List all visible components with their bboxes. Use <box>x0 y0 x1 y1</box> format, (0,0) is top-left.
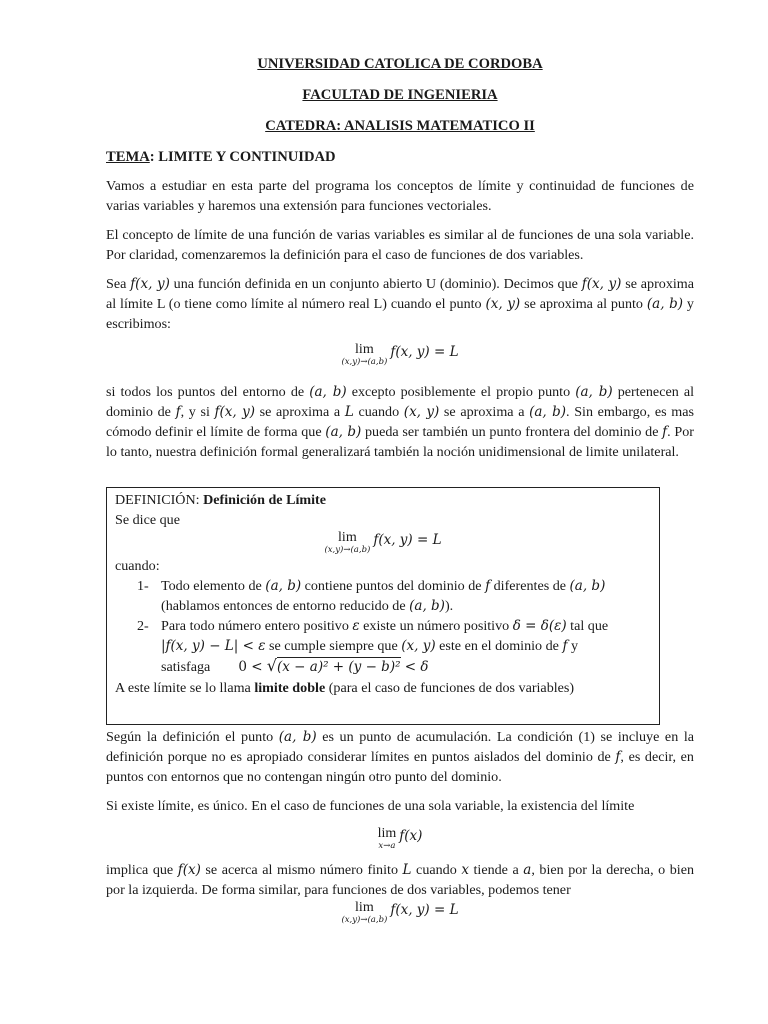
uniqueness-paragraph: Si existe límite, es único. En el caso de funciones de una sola variable, la existencia del límite <box>106 798 635 814</box>
topic-heading <box>106 147 694 167</box>
math-ab: (a, b) <box>646 296 684 312</box>
accumulation-point-paragraph: Según la definición el punto (a, b) es un punto de acumulación. La condición (1) se incluye en la definición porque no es apropiado considerar límites en puntos aislados del dominio de f, es decir, en puntos con entornos que no contengan ningún otro punto del dominio. <box>106 729 694 785</box>
definition-intro: Se dice que <box>115 512 180 528</box>
definition-heading: DEFINICIÓN: Definición de Límite <box>115 492 327 508</box>
sqrt-symbol: √ <box>266 656 277 675</box>
limit-doble-term: limite doble <box>254 680 326 696</box>
intro-paragraph-2: El concepto de límite de una función de varias variables es similar al de funciones de una sola variable. Por claridad, comenzaremos la definición para el caso de funciones de dos variables. <box>106 227 694 263</box>
topic-label: TEMA <box>106 149 150 165</box>
topic-value: : LIMITE Y CONTINUIDAD <box>149 149 336 165</box>
math-xy: (x, y) <box>485 296 521 312</box>
limit-equation-2: lim x→a f(x) <box>377 826 423 851</box>
definition-closing: A este límite se lo llama limite doble (para el caso de funciones de dos variables) <box>115 680 575 696</box>
definition-item-2: 2- Para todo número entero positivo ε existe un número positivo δ = δ(ε) tal que <box>137 618 609 634</box>
definition-when: cuando: <box>115 558 160 574</box>
definition-equation: lim (x,y)→(a,b) f(x, y) = L <box>324 530 442 555</box>
post-definition-section <box>106 727 694 928</box>
definition-box <box>106 487 660 725</box>
chair-title: CATEDRA: ANALISIS MATEMATICO II <box>265 118 535 134</box>
limit-equation-1 <box>106 342 694 372</box>
definition-item-1-line-2: (hablamos entonces de entorno reducido de (a, b)). <box>161 598 454 614</box>
math-fxy: f(x, y) <box>130 276 170 292</box>
intro-paragraph-1: Vamos a estudiar en esta parte del programa los conceptos de límite y continuidad de funciones de varias variables y haremos una extensión para funciones vectoriales. <box>106 178 694 214</box>
university-title: UNIVERSIDAD CATOLICA DE CORDOBA <box>257 56 543 72</box>
limit-equation-3: lim (x,y)→(a,b) f(x, y) = L <box>341 900 459 925</box>
limit-explanation-paragraph: si todos los puntos del entorno de (a, b) excepto posiblemente el propio punto (a, b) pertenecen al dominio de f, y si f(x, y) se aproxima a L cuando (x, y) se aproxima a (a, b). Sin embargo, es mas cómodo definir el límite de forma que (a, b) pueda ser también un punto frontera del dominio de f. Por lo tanto, nuestra definición formal generalizará también la noción unidimensional de limite unilateral. <box>106 384 695 460</box>
sqrt-radicand: (x − a)² + (y − b)² <box>277 659 401 675</box>
limit-expression: f(x, y) = L <box>390 344 459 360</box>
definition-item-2-line-3: satisfaga 0 < √(x − a)² + (y − b)² < δ <box>161 656 429 675</box>
definition-title: Definición de Límite <box>203 492 327 508</box>
lim-subscript: (x,y)→(a,b) <box>341 357 388 367</box>
faculty-title: FACULTAD DE INGENIERIA <box>302 87 498 103</box>
math-fxy: f(x, y) <box>581 276 622 292</box>
definition-item-1: 1- Todo elemento de (a, b) contiene puntos del dominio de f diferentes de (a, b) <box>137 578 606 594</box>
definition-item-2-line-2: |f(x, y) − L| < ε se cumple siempre que (x, y) este en el dominio de f y <box>161 638 579 654</box>
document-page <box>106 54 694 462</box>
one-variable-paragraph: implica que f(x) se acerca al mismo número finito L cuando x tiende a a, bien por la derecha, o bien por la izquierda. De forma similar, para funciones de dos variables, podemos tener <box>106 862 694 898</box>
lim-operator: lim <box>355 342 374 357</box>
intro-paragraph-3: Sea f(x, y) una función definida en un conjunto abierto U (dominio). Decimos que f(x, y) se aproxima al límite L (o tiene como límite al número real L) cuando el punto (x, y) se aproxima al punto (a, b) y escribimos: <box>106 276 695 332</box>
